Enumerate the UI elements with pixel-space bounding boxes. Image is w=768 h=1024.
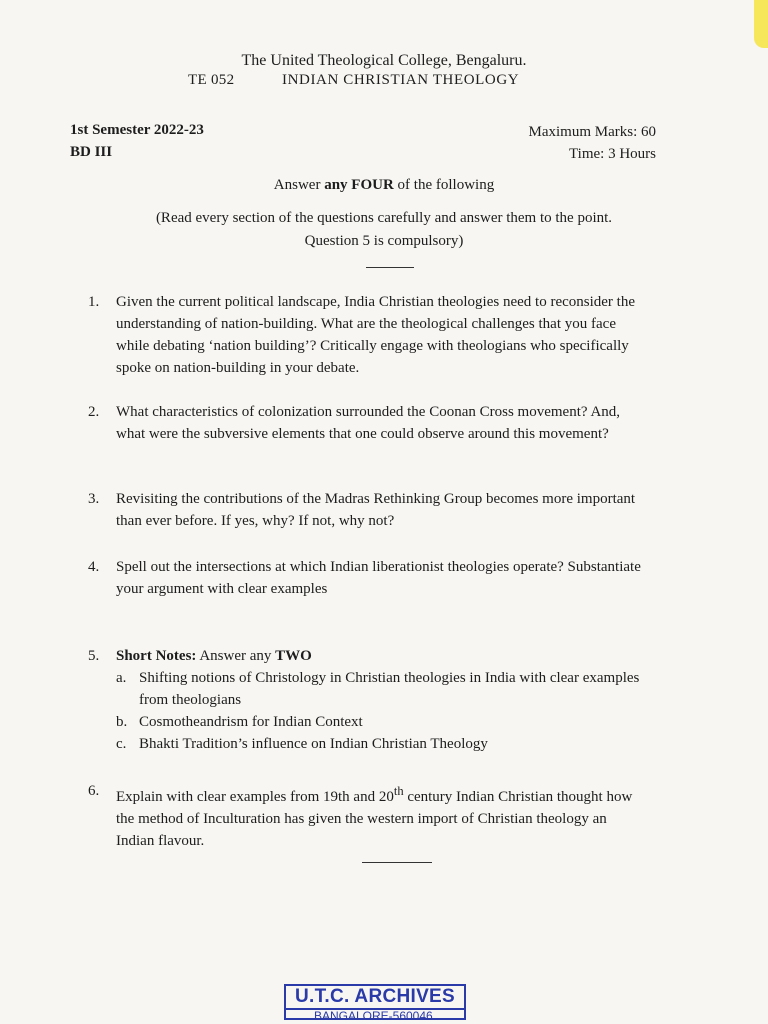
sub-text: Bhakti Tradition’s influence on Indian Christian Theology	[139, 736, 488, 752]
read-instruction: (Read every section of the questions carefully and answer them to the point. Question 5 is compulsory)	[155, 210, 613, 249]
max-marks: Maximum Marks: 60	[528, 124, 656, 140]
sub-letter: a.	[116, 670, 127, 686]
question-text: What characteristics of colonization surrounded the Coonan Cross movement? And, what were the subversive elements that one could observe around this movement?	[116, 404, 621, 442]
question-text: Given the current political landscape, India Christian theologies need to reconsider the understanding of nation-building. What are the theological challenges that you face while debating ‘nation building’? Critically engage with theologians who specifically spoke on nation-building in your debate.	[116, 294, 635, 376]
question-number: 2.	[88, 404, 100, 420]
college-name: The United Theological College, Bengaluru.	[241, 52, 527, 69]
question-4	[88, 556, 648, 600]
question-number: 4.	[88, 559, 100, 575]
question-number: 5.	[88, 648, 100, 664]
sub-question-c	[116, 733, 648, 755]
question-5	[88, 645, 648, 755]
question-heading: Short Notes: Answer any TWO	[116, 648, 312, 664]
sub-text: Shifting notions of Christology in Christian theologies in India with clear examples from theologians	[139, 670, 640, 708]
end-divider	[362, 862, 432, 863]
stamp-address: BANGALORE-560046.	[286, 1008, 464, 1022]
course-code: TE 052	[188, 72, 235, 88]
question-text: Spell out the intersections at which Indian liberationist theologies operate? Substantiate your argument with clear examples	[116, 559, 641, 597]
sub-letter: b.	[116, 714, 128, 730]
question-number: 3.	[88, 491, 100, 507]
highlighter-mark	[754, 0, 768, 48]
question-2	[88, 401, 648, 445]
sub-question-b	[116, 711, 648, 733]
question-number: 1.	[88, 294, 100, 310]
question-1	[88, 291, 648, 379]
sub-question-a	[116, 667, 648, 711]
question-6	[88, 780, 648, 852]
class-name: BD III	[70, 144, 113, 160]
stamp-title: U.T.C. ARCHIVES	[294, 986, 456, 1007]
exam-time: Time: 3 Hours	[569, 146, 656, 162]
semester: 1st Semester 2022-23	[70, 122, 204, 138]
course-title: INDIAN CHRISTIAN THEOLOGY	[282, 72, 520, 88]
question-3	[88, 488, 648, 532]
question-number: 6.	[88, 783, 100, 799]
answer-instruction: Answer any FOUR of the following	[273, 177, 495, 193]
divider	[366, 267, 414, 268]
question-text: Explain with clear examples from 19th and 20th century Indian Christian thought how the method of Inculturation has given the western import of Christian theology an Indian flavour.	[116, 784, 633, 849]
sub-letter: c.	[116, 736, 127, 752]
sub-text: Cosmotheandrism for Indian Context	[139, 714, 363, 730]
question-text: Revisiting the contributions of the Madras Rethinking Group becomes more important than ever before. If yes, why? If not, why not?	[116, 491, 636, 529]
archive-stamp	[284, 984, 466, 1023]
